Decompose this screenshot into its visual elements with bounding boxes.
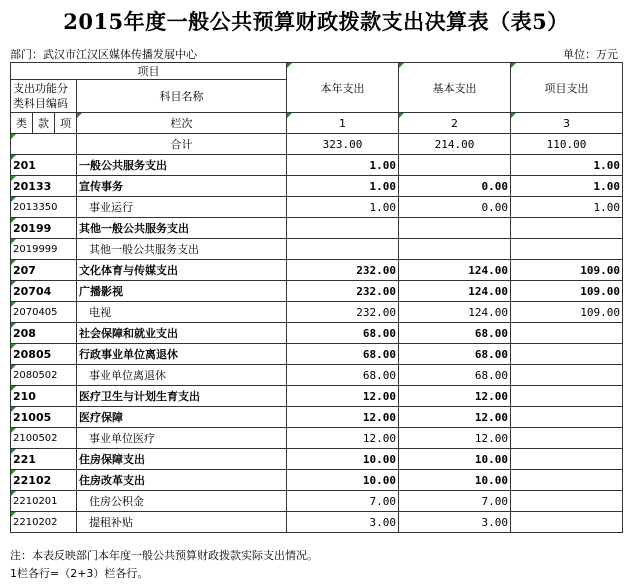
- row-code: 2019999: [11, 239, 77, 260]
- table-row: [11, 218, 623, 239]
- row-col1: 12.00: [287, 428, 399, 449]
- total-col3: 110.00: [511, 134, 623, 155]
- row-name: 行政事业单位离退休: [77, 344, 287, 365]
- row-col2: 10.00: [399, 449, 511, 470]
- header-class: 类: [11, 113, 33, 134]
- row-code: 2080502: [11, 365, 77, 386]
- table-row: [11, 491, 623, 512]
- table-row: [11, 407, 623, 428]
- row-code: 2210201: [11, 491, 77, 512]
- row-col2: 3.00: [399, 512, 511, 533]
- notes: [10, 547, 318, 583]
- row-code: 20704: [11, 281, 77, 302]
- row-col2: 68.00: [399, 344, 511, 365]
- row-name: 住房保障支出: [77, 449, 287, 470]
- row-col2: 12.00: [399, 386, 511, 407]
- row-name: 广播影视: [77, 281, 287, 302]
- row-col3: [511, 239, 623, 260]
- row-col2: 12.00: [399, 428, 511, 449]
- row-col3: [511, 344, 623, 365]
- row-col3: [511, 323, 623, 344]
- row-name: 一般公共服务支出: [77, 155, 287, 176]
- row-code: 208: [11, 323, 77, 344]
- table-row: [11, 323, 623, 344]
- row-col1: 232.00: [287, 260, 399, 281]
- row-col1: 68.00: [287, 344, 399, 365]
- header-row-index: [11, 113, 623, 134]
- row-code: 210: [11, 386, 77, 407]
- header-section: 款: [33, 113, 55, 134]
- expenditure-table: [10, 62, 623, 533]
- header-project: 项目: [11, 63, 287, 80]
- total-row: [11, 134, 623, 155]
- row-col3: [511, 407, 623, 428]
- row-name: 事业单位医疗: [77, 428, 287, 449]
- header-subject-name: 科目名称: [77, 80, 287, 113]
- row-col3: [511, 428, 623, 449]
- row-name: 其他一般公共服务支出: [77, 239, 287, 260]
- table-row: [11, 365, 623, 386]
- department-label: 部门：武汉市江汉区媒体传播发展中心: [10, 48, 197, 61]
- row-col3: 1.00: [511, 155, 623, 176]
- row-col3: 109.00: [511, 281, 623, 302]
- row-code: 207: [11, 260, 77, 281]
- table-row: [11, 470, 623, 491]
- table-row: [11, 155, 623, 176]
- row-col2: [399, 218, 511, 239]
- row-col2: 12.00: [399, 407, 511, 428]
- row-col1: 12.00: [287, 386, 399, 407]
- row-code: 2070405: [11, 302, 77, 323]
- row-col2: 10.00: [399, 470, 511, 491]
- row-col3: 109.00: [511, 302, 623, 323]
- row-name: 医疗卫生与计划生育支出: [77, 386, 287, 407]
- row-col3: [511, 218, 623, 239]
- table-row: [11, 302, 623, 323]
- row-name: 宣传事务: [77, 176, 287, 197]
- row-col3: [511, 386, 623, 407]
- row-col1: 10.00: [287, 449, 399, 470]
- table-row: [11, 344, 623, 365]
- row-col1: 68.00: [287, 323, 399, 344]
- row-col2: 124.00: [399, 302, 511, 323]
- header-col2: 基本支出: [399, 63, 511, 113]
- row-col2: [399, 239, 511, 260]
- row-col2: 124.00: [399, 260, 511, 281]
- row-code: 2013350: [11, 197, 77, 218]
- row-name: 其他一般公共服务支出: [77, 218, 287, 239]
- row-col2: 124.00: [399, 281, 511, 302]
- row-code: 22102: [11, 470, 77, 491]
- note-1: 注：本表反映部门本年度一般公共预算财政拨款实际支出情况。: [10, 549, 318, 562]
- table-row: [11, 239, 623, 260]
- row-col3: [511, 470, 623, 491]
- row-col1: [287, 239, 399, 260]
- row-col1: 3.00: [287, 512, 399, 533]
- row-col2: 0.00: [399, 176, 511, 197]
- row-col1: 1.00: [287, 155, 399, 176]
- row-code: 21005: [11, 407, 77, 428]
- header-code-group: 支出功能分类科目编码: [11, 80, 77, 113]
- row-col2: 0.00: [399, 197, 511, 218]
- row-code: 20199: [11, 218, 77, 239]
- row-col1: 232.00: [287, 302, 399, 323]
- row-col1: 1.00: [287, 176, 399, 197]
- row-name: 社会保障和就业支出: [77, 323, 287, 344]
- row-code: 2100502: [11, 428, 77, 449]
- table-row: [11, 386, 623, 407]
- row-col2: 68.00: [399, 323, 511, 344]
- row-code: 221: [11, 449, 77, 470]
- row-name: 文化体育与传媒支出: [77, 260, 287, 281]
- row-col3: [511, 512, 623, 533]
- index-label: 栏次: [77, 113, 287, 134]
- row-col2: [399, 155, 511, 176]
- row-col1: 10.00: [287, 470, 399, 491]
- note-2: 1栏各行=（2+3）栏各行。: [10, 567, 149, 580]
- row-name: 提租补贴: [77, 512, 287, 533]
- row-col1: 68.00: [287, 365, 399, 386]
- report-title: 2015年度一般公共预算财政拨款支出决算表（表5）: [63, 9, 569, 34]
- row-col1: 12.00: [287, 407, 399, 428]
- row-col3: 109.00: [511, 260, 623, 281]
- index-col3: 3: [511, 113, 623, 134]
- row-col2: 7.00: [399, 491, 511, 512]
- row-name: 住房公积金: [77, 491, 287, 512]
- row-col3: [511, 449, 623, 470]
- row-name: 事业运行: [77, 197, 287, 218]
- total-col2: 214.00: [399, 134, 511, 155]
- row-name: 事业单位离退休: [77, 365, 287, 386]
- index-col1: 1: [287, 113, 399, 134]
- unit-label: 单位：万元: [563, 48, 618, 61]
- table-row: [11, 512, 623, 533]
- row-name: 医疗保障: [77, 407, 287, 428]
- row-code: 201: [11, 155, 77, 176]
- index-col2: 2: [399, 113, 511, 134]
- row-col1: 1.00: [287, 197, 399, 218]
- row-col1: 7.00: [287, 491, 399, 512]
- table-row: [11, 176, 623, 197]
- row-col3: 1.00: [511, 197, 623, 218]
- table-row: [11, 260, 623, 281]
- row-code: 2210202: [11, 512, 77, 533]
- table-body: [11, 63, 623, 533]
- row-col2: 68.00: [399, 365, 511, 386]
- row-code: 20805: [11, 344, 77, 365]
- total-label: 合计: [77, 134, 287, 155]
- header-item: 项: [55, 113, 77, 134]
- total-col1: 323.00: [287, 134, 399, 155]
- row-col3: 1.00: [511, 176, 623, 197]
- table-row: [11, 197, 623, 218]
- total-code-blank: [11, 134, 77, 155]
- table-row: [11, 281, 623, 302]
- row-col3: [511, 491, 623, 512]
- row-col1: 232.00: [287, 281, 399, 302]
- header-col3: 项目支出: [511, 63, 623, 113]
- header-row-1: [11, 63, 623, 80]
- table-row: [11, 449, 623, 470]
- row-col3: [511, 365, 623, 386]
- header-col1: 本年支出: [287, 63, 399, 113]
- row-col1: [287, 218, 399, 239]
- row-name: 电视: [77, 302, 287, 323]
- row-code: 20133: [11, 176, 77, 197]
- row-name: 住房改革支出: [77, 470, 287, 491]
- table-row: [11, 428, 623, 449]
